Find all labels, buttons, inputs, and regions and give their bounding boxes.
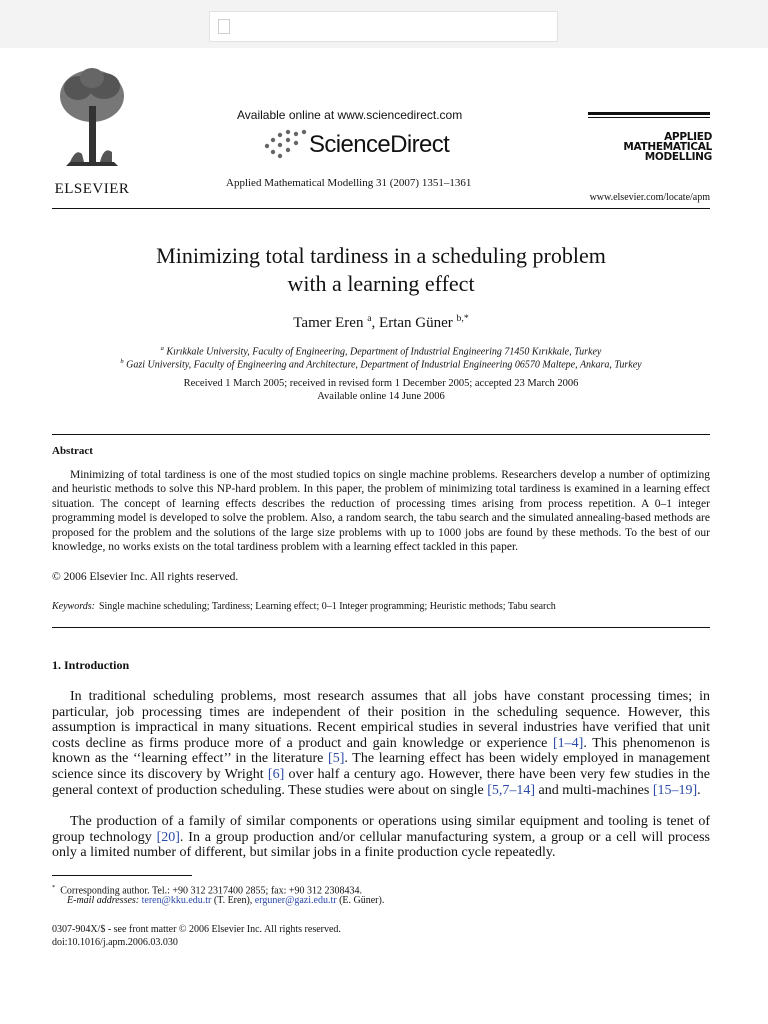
abstract-heading: Abstract [52, 445, 93, 457]
keywords-label: Keywords: [52, 601, 95, 612]
author-name: Ertan Güner [379, 315, 453, 331]
title-line: Minimizing total tardiness in a scheduling problem [156, 243, 606, 268]
paragraph-text: . This phenomenon is known as the ‘‘learning effect’’ in the literature [52, 735, 710, 767]
journal-logo-line: APPLIED [664, 131, 712, 143]
abstract-top-rule [52, 434, 710, 435]
author-sup[interactable]: b,* [456, 313, 469, 324]
abstract-text: Minimizing of total tardiness is one of the most studied topics on single machine problems. Researchers develop a number of optimizing and heuristic methods to solve this NP-hard problem. In this paper, the problem of minimizing total tardiness is examined in a learning effect situation. The concept of learning effects describes the reduction of processing times arising from process repetition. A 0–1 integer programming model is developed to solve the problem. Also, a random search, the tabu search and the simulated annealing-based methods are proposed for the problem and the solutions of the large size problems with up to 1000 jobs are found by these methods. To the best of our knowledge, no works exists on the total tardiness problem with a learning effect tackled in this paper. [52, 469, 710, 554]
issn-line: 0307-904X/$ - see front matter © 2006 Elsevier Inc. All rights reserved. [52, 924, 341, 935]
footnote-rule [52, 875, 192, 876]
footnote-text: Corresponding author. Tel.: +90 312 2317400 2855; fax: +90 312 2308434. [60, 885, 363, 897]
affiliation-b [52, 358, 710, 370]
keywords-bottom-rule [52, 627, 710, 628]
paragraph-text: In traditional scheduling problems, most research assumes that all jobs have constant processing times; in particular, job processing times are independent of their position in the scheduling sequence. However, this assumption is impractical in many situations. Recent empirical studies in several industries have verified that unit costs decline as firms produce more of a product and gain knowledge or experience [52, 689, 710, 751]
available-online: Available online at www.sciencedirect.com [237, 108, 463, 122]
affiliation-text: Gazi University, Faculty of Engineering and Architecture, Department of Industrial Engineering 06570 Maltepe, Ankara, Turkey [126, 359, 642, 371]
affiliation-a [52, 345, 710, 357]
affiliation-text: Kırıkkale University, Faculty of Engineering, Department of Industrial Engineering 71450 Kırıkkale, Turkey [166, 346, 602, 358]
keywords-list: Single machine scheduling; Tardiness; Learning effect; 0–1 Integer programming; Heuristic methods; Tabu search [98, 601, 556, 612]
paragraph-text: and multi-machines [535, 782, 653, 798]
viewer-toolbar [209, 11, 558, 42]
doi-line[interactable]: doi:10.1016/j.apm.2006.03.030 [52, 937, 178, 948]
journal-logo-line: MATHEMATICAL [623, 141, 712, 153]
elsevier-logo [52, 62, 132, 198]
received-dates: Received 1 March 2005; received in revised form 1 December 2005; accepted 23 March 2006 [183, 378, 579, 389]
section-heading: 1. Introduction [52, 658, 130, 672]
abstract-copyright: © 2006 Elsevier Inc. All rights reserved. [52, 571, 239, 583]
email-link[interactable]: erguner@gazi.edu.tr [254, 895, 337, 906]
email-label: E-mail addresses: [67, 895, 140, 906]
journal-citation: Applied Mathematical Modelling 31 (2007) 1351–1361 [226, 177, 472, 189]
publisher-name: ELSEVIER [54, 181, 130, 197]
header-rule [52, 208, 710, 209]
email-owner: (E. Güner). [339, 895, 385, 906]
citation-link[interactable]: [6] [267, 766, 285, 782]
author-sup[interactable]: a [367, 313, 372, 324]
footnote-emails [52, 895, 725, 907]
affiliation-sup: b [120, 358, 124, 365]
citation-link[interactable]: [20] [156, 829, 180, 845]
paragraph [52, 689, 710, 798]
citation-link[interactable]: [5,7–14] [487, 782, 536, 798]
paragraph-text: . [697, 782, 701, 798]
author-name: Tamer Eren [293, 315, 364, 331]
keywords [52, 601, 710, 612]
available-date: Available online 14 June 2006 [317, 391, 445, 402]
email-link[interactable]: teren@kku.edu.tr [141, 895, 212, 906]
article-title [52, 242, 710, 298]
sciencedirect-wordmark: ScienceDirect [309, 131, 450, 158]
footnote-star: * [52, 884, 56, 891]
affiliation-sup: a [160, 345, 164, 352]
paragraph-text: The production of a family of similar components or operations using similar equipment and tooling is tenet of group technology [52, 814, 710, 845]
citation-link[interactable]: [5] [328, 751, 345, 767]
paragraph-text: . In a group production and/or cellular manufacturing system, a group or a cell will process only a limited number of different, but similar jobs in a finite production cycle repeatedly. [52, 829, 710, 861]
sciencedirect-dots-icon [261, 128, 309, 164]
paragraph-text: . The learning effect has been widely employed in management science since its discovery by Wright [52, 751, 710, 782]
journal-logo-line: MODELLING [644, 151, 712, 163]
title-line: with a learning effect [287, 271, 475, 296]
citation-link[interactable]: [1–4] [552, 735, 584, 751]
paragraph-text: over half a century ago. However, there have been very few studies in the general context of production scheduling. These studies were about on single [52, 766, 710, 798]
author-list: Tamer Eren $^a$, Ertan Güner $^{b,*}$ [293, 313, 469, 331]
elsevier-tree-icon [54, 62, 130, 174]
journal-logo-rules [588, 112, 710, 118]
paragraph [52, 814, 710, 861]
citation-link[interactable]: [15–19] [652, 782, 698, 798]
journal-url[interactable]: www.elsevier.com/locate/apm [589, 192, 710, 203]
email-owner: (T. Eren), [213, 895, 253, 906]
journal-logo [588, 132, 712, 162]
page-thumbnail-icon[interactable] [218, 19, 230, 34]
